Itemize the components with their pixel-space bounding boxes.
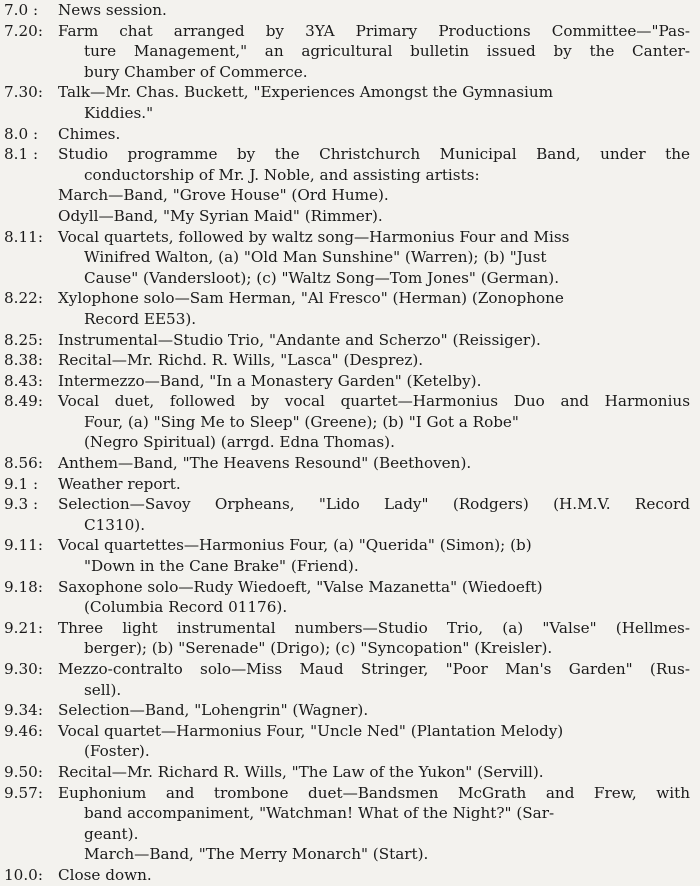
entry-text xyxy=(58,0,690,21)
entry-line: Recital—Mr. Richd. R. Wills, "Lasca" (Desprez). xyxy=(58,351,424,370)
entry-time: 9.34: xyxy=(4,701,43,720)
programme-entry xyxy=(4,0,690,21)
entry-time: 9.30: xyxy=(4,660,43,678)
programme-entry xyxy=(4,618,690,659)
entry-line: Xylophone solo—Sam Herman, "Al Fresco" (Herman) (Zonophone xyxy=(58,289,564,308)
entry-time: 8.56: xyxy=(4,454,43,473)
programme-entry xyxy=(4,474,690,495)
programme-entry xyxy=(4,144,690,185)
entry-text xyxy=(58,474,690,495)
entry-line: Vocal quartettes—Harmonius Four, (a) "Querida" (Simon); (b) xyxy=(58,536,532,555)
entry-line: bury Chamber of Commerce. xyxy=(84,62,308,81)
entry-line: Mezzo-contralto solo—Miss Maud Stringer, "Poor Man's Garden" (Rus- xyxy=(58,660,690,678)
entry-text xyxy=(58,21,690,83)
entry-line: Instrumental—Studio Trio, "Andante and Scherzo" (Reissiger). xyxy=(58,330,541,349)
entry-time: 8.0 : xyxy=(4,124,39,143)
entry-text xyxy=(58,330,690,351)
entry-text xyxy=(58,391,690,453)
programme-entry xyxy=(4,721,690,762)
entry-line: Record EE53). xyxy=(84,309,197,328)
entry-text xyxy=(58,82,690,123)
entry-time: 9.18: xyxy=(4,577,43,596)
entry-line: Four, (a) "Sing Me to Sleep" (Greene); (b) "I Got a Robe" xyxy=(84,412,519,431)
programme-entry xyxy=(4,494,690,535)
entry-text xyxy=(58,144,690,185)
entry-line: Recital—Mr. Richard R. Wills, "The Law of the Yukon" (Servill). xyxy=(58,762,544,781)
entry-time: 10.0: xyxy=(4,865,43,884)
entry-text xyxy=(58,721,690,762)
entry-time: 9.21: xyxy=(4,618,43,637)
entry-line: Intermezzo—Band, "In a Monastery Garden" (Ketelby). xyxy=(58,371,482,390)
entry-text xyxy=(58,288,690,329)
entry-line: (Negro Spiritual) (arrgd. Edna Thomas). xyxy=(84,433,395,452)
entry-time: 8.22: xyxy=(4,289,43,308)
entry-time: 8.11: xyxy=(4,227,43,246)
entry-line: Kiddies." xyxy=(84,103,154,122)
programme-sub-item: March—Band, "Grove House" (Ord Hume). xyxy=(58,186,389,205)
entry-time: 9.57: xyxy=(4,783,43,802)
entry-line: Vocal duet, followed by vocal quartet—Harmonius Duo and Harmonius xyxy=(58,392,690,411)
entry-line: sell). xyxy=(84,680,122,699)
entry-line: Anthem—Band, "The Heavens Resound" (Beethoven). xyxy=(58,454,472,473)
entry-text xyxy=(58,865,690,886)
entry-line: Euphonium and trombone duet—Bandsmen McGrath and Frew, with xyxy=(58,783,690,802)
entry-text xyxy=(58,577,690,618)
entry-line: (Foster). xyxy=(84,742,150,761)
entry-text xyxy=(58,762,690,783)
entry-time: 9.50: xyxy=(4,762,43,781)
programme-sub-item: Odyll—Band, "My Syrian Maid" (Rimmer). xyxy=(58,206,383,225)
entry-text xyxy=(58,659,690,700)
entry-line: Three light instrumental numbers—Studio Trio, (a) "Valse" (Hellmes- xyxy=(58,618,690,637)
entry-text xyxy=(58,124,690,145)
entry-time: 7.20: xyxy=(4,21,43,40)
entry-time: 8.38: xyxy=(4,351,43,370)
entry-time: 9.3 : xyxy=(4,495,39,514)
programme-entry xyxy=(4,453,690,474)
programme-entry xyxy=(4,659,690,700)
entry-text xyxy=(58,350,690,371)
entry-text xyxy=(58,453,690,474)
entry-line: Selection—Savoy Orpheans, "Lido Lady" (Rodgers) (H.M.V. Record xyxy=(58,495,690,514)
entry-line: Saxophone solo—Rudy Wiedoeft, "Valse Mazanetta" (Wiedoeft) xyxy=(58,577,543,596)
entry-text xyxy=(58,535,690,576)
programme-entry xyxy=(4,535,690,576)
programme-entry xyxy=(4,350,690,371)
entry-time: 7.0 : xyxy=(4,1,39,19)
entry-line: ture Management," an agricultural bulletin issued by the Canter- xyxy=(84,42,690,61)
entry-line: Studio programme by the Christchurch Municipal Band, under the xyxy=(58,145,690,164)
entry-time: 8.1 : xyxy=(4,145,39,164)
programme-entry xyxy=(4,371,690,392)
entry-line: Cause" (Vandersloot); (c) "Waltz Song—Tom Jones" (German). xyxy=(84,268,560,287)
entry-line: Talk—Mr. Chas. Buckett, "Experiences Amongst the Gymnasium xyxy=(58,83,554,102)
programme-entry xyxy=(4,865,690,886)
programme-entry xyxy=(4,577,690,618)
programme-entry xyxy=(4,762,690,783)
programme-sub-item: March—Band, "The Merry Monarch" (Start). xyxy=(84,845,429,864)
entry-text xyxy=(58,618,690,659)
entry-line: Vocal quartet—Harmonius Four, "Uncle Ned" (Plantation Melody) xyxy=(58,721,564,740)
programme-entry xyxy=(4,288,690,329)
entry-time: 8.25: xyxy=(4,330,43,349)
entry-line: Winifred Walton, (a) "Old Man Sunshine" (Warren); (b) "Just xyxy=(84,248,547,267)
entry-time: 9.11: xyxy=(4,536,43,555)
entry-line: C1310). xyxy=(84,515,146,534)
entry-line: Weather report. xyxy=(58,474,181,493)
entry-line: band accompaniment, "Watchman! What of the Night?" (Sar- xyxy=(84,804,555,823)
entry-line: News session. xyxy=(58,1,167,19)
programme-entry xyxy=(4,783,690,845)
programme-entry xyxy=(4,391,690,453)
entry-text xyxy=(58,371,690,392)
entry-line: conductorship of Mr. J. Noble, and assisting artists: xyxy=(84,165,480,184)
entry-line: Vocal quartets, followed by waltz song—Harmonius Four and Miss xyxy=(58,227,570,246)
entry-line: "Down in the Cane Brake" (Friend). xyxy=(84,557,359,576)
programme-entry xyxy=(4,82,690,123)
entry-time: 9.1 : xyxy=(4,474,39,493)
entry-time: 8.49: xyxy=(4,392,43,411)
programme-entry xyxy=(4,330,690,351)
entry-time: 9.46: xyxy=(4,721,43,740)
entry-line: Farm chat arranged by 3YA Primary Productions Committee—"Pas- xyxy=(58,21,690,40)
entry-time: 7.30: xyxy=(4,83,43,102)
programme-entry xyxy=(4,700,690,721)
entry-line: geant). xyxy=(84,824,139,843)
entry-time: 8.43: xyxy=(4,371,43,390)
entry-line: Selection—Band, "Lohengrin" (Wagner). xyxy=(58,701,369,720)
programme-entry xyxy=(4,124,690,145)
programme-entry xyxy=(4,21,690,83)
entry-text xyxy=(58,227,690,289)
entry-text xyxy=(58,700,690,721)
entry-text xyxy=(58,494,690,535)
entry-line: (Columbia Record 01176). xyxy=(84,598,288,617)
entry-text xyxy=(58,783,690,845)
entry-line: berger); (b) "Serenade" (Drigo); (c) "Syncopation" (Kreisler). xyxy=(84,639,553,658)
entry-line: Close down. xyxy=(58,865,152,884)
entry-line: Chimes. xyxy=(58,124,121,143)
programme-entry xyxy=(4,227,690,289)
